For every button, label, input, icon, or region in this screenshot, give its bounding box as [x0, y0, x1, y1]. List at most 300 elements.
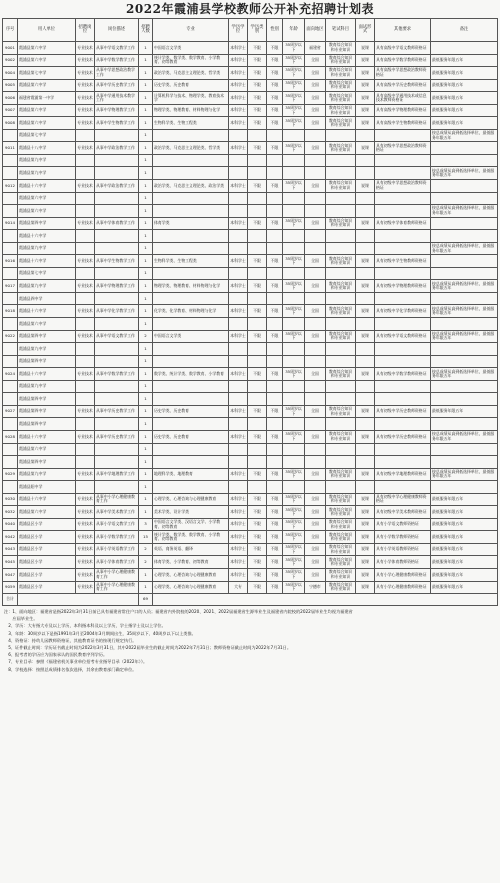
table-cell: 具有初级中学思想政治教师资格证 — [375, 142, 431, 155]
table-cell: 专业技术 — [76, 280, 95, 293]
table-cell — [283, 393, 305, 406]
table-cell: 从事中学历史教学工作 — [95, 405, 139, 418]
table-cell: 不限 — [248, 368, 267, 381]
table-cell — [229, 418, 248, 431]
table-cell: 从事中学化学教学工作 — [95, 305, 139, 318]
table-cell: 最低服务年限五年 — [431, 79, 498, 92]
table-cell: 具有初级中学生物教师资格证 — [375, 255, 431, 268]
table-cell — [375, 355, 431, 368]
table-cell — [248, 242, 267, 255]
table-cell: 从事中学语文教学工作 — [95, 42, 139, 55]
table-cell: 说课 — [356, 104, 375, 117]
table-row — [3, 468, 498, 481]
table-row — [3, 42, 498, 55]
table-cell — [356, 129, 375, 142]
table-row — [3, 481, 498, 494]
table-cell: 说课 — [356, 67, 375, 80]
table-cell: 本科学士 — [229, 67, 248, 80]
table-cell — [326, 343, 356, 356]
table-cell: 本科学士 — [229, 54, 248, 67]
table-cell — [229, 380, 248, 393]
table-cell: 9030 — [3, 493, 18, 506]
table-cell — [283, 129, 305, 142]
table-cell: 说课 — [356, 79, 375, 92]
table-cell: 专业技术 — [76, 217, 95, 230]
table-cell — [431, 343, 498, 356]
table-cell — [356, 292, 375, 305]
table-cell: 按总成绩从高到低选择单位，最低服务年限五年 — [431, 368, 498, 381]
table-cell — [229, 355, 248, 368]
table-cell — [153, 393, 229, 406]
table-cell: 从事中学体育教学工作 — [95, 217, 139, 230]
table-cell — [76, 355, 95, 368]
table-cell: 教育综合知识和专业知识 — [326, 568, 356, 581]
column-header: 面向地区 — [305, 19, 326, 42]
table-cell — [431, 42, 498, 55]
table-cell — [229, 230, 248, 243]
table-cell: 9007 — [3, 104, 18, 117]
table-cell: 全国 — [305, 67, 326, 80]
table-cell: 专业技术 — [76, 305, 95, 318]
table-cell — [153, 167, 229, 180]
table-cell: 9045 — [3, 556, 18, 569]
table-cell — [375, 129, 431, 142]
table-row — [3, 581, 498, 594]
table-cell: 不限 — [248, 506, 267, 519]
table-cell: 不限 — [267, 430, 283, 443]
table-cell — [76, 292, 95, 305]
table-cell: 1 — [139, 506, 153, 519]
note-line: 8、学校选择：按照总成绩排名依次选择，其余由教育部门确定单位。 — [4, 666, 137, 672]
table-cell: 福建省 — [305, 42, 326, 55]
table-cell: 霞浦县第九中学 — [18, 154, 76, 167]
table-cell: 全国 — [305, 405, 326, 418]
table-cell: 物理学类、物理教育、材料物理与化学 — [153, 104, 229, 117]
table-cell: 9022 — [3, 330, 18, 343]
table-cell — [95, 230, 139, 243]
column-header: 面试形式 — [356, 19, 375, 42]
table-cell — [283, 267, 305, 280]
table-cell — [283, 343, 305, 356]
table-cell: 全国 — [305, 506, 326, 519]
table-cell: 不限 — [248, 67, 267, 80]
table-row — [3, 205, 498, 218]
table-cell — [3, 230, 18, 243]
table-cell: 不限 — [267, 405, 283, 418]
table-cell: 按总成绩从高到低选择单位，最低服务年限五年 — [431, 129, 498, 142]
table-cell: 霞浦县第九中学 — [18, 242, 76, 255]
table-cell: 本科学士 — [229, 104, 248, 117]
table-cell — [431, 481, 498, 494]
table-cell — [153, 205, 229, 218]
table-cell — [431, 142, 498, 155]
table-cell: 最低服务年限五年 — [431, 531, 498, 544]
table-cell: 15 — [139, 531, 153, 544]
table-cell: 教育综合知识和专业知识 — [326, 217, 356, 230]
table-cell: 从事中学物理教学工作 — [95, 104, 139, 117]
table-cell — [375, 481, 431, 494]
table-cell: 1 — [139, 217, 153, 230]
table-cell: 不限 — [267, 468, 283, 481]
table-cell: 最低服务年限五年 — [431, 104, 498, 117]
column-header: 用人单位 — [18, 19, 76, 42]
table-cell — [95, 129, 139, 142]
table-cell — [267, 205, 283, 218]
table-cell — [283, 192, 305, 205]
table-cell: 具有高级中学通用技术或信息技术教师资格证 — [375, 92, 431, 105]
table-cell: 全国 — [305, 104, 326, 117]
table-cell: 从事中学历史教学工作 — [95, 430, 139, 443]
table-cell — [431, 217, 498, 230]
table-cell: 教育综合知识和专业知识 — [326, 42, 356, 55]
table-cell — [229, 129, 248, 142]
table-cell — [326, 443, 356, 456]
table-cell: 霞浦县第六中学 — [18, 42, 76, 55]
table-cell: 本科学士 — [229, 330, 248, 343]
table-cell — [76, 192, 95, 205]
table-cell — [267, 355, 283, 368]
table-cell — [95, 443, 139, 456]
table-cell: 从事中学历史教学工作 — [95, 79, 139, 92]
table-cell: 体育学类、小学教育、初等教育 — [153, 556, 229, 569]
table-cell — [375, 205, 431, 218]
table-cell — [229, 343, 248, 356]
table-cell: 按总成绩从高到低选择单位，最低服务年限五年 — [431, 167, 498, 180]
table-cell: 从事中学通用技术教学工作 — [95, 92, 139, 105]
table-cell: 政治学类、马克思主义理论类、政治学类 — [153, 180, 229, 193]
table-cell — [356, 443, 375, 456]
table-cell: 1 — [139, 581, 153, 594]
table-cell — [375, 418, 431, 431]
note-line: 注：1、面向地区：福建省是指2022年3月31日前已具有福建省常住户口的人员；福建省内外院校的2020、2021、2022届福建省生源毕业生及福建省内院校的2022届毕业生均视为福建省 — [4, 609, 353, 615]
table-cell — [326, 154, 356, 167]
table-cell — [153, 456, 229, 469]
table-cell: 从事中小学心理健康教育工作 — [95, 581, 139, 594]
table-cell — [3, 267, 18, 280]
table-row — [3, 142, 498, 155]
note-line: 5、证件截止时间：学历证书截止时间为2022年3月31日，其中2022届毕业生的截止时间为2022年7月31日；教师资格证截止时间为2022年7月31日。 — [4, 645, 292, 651]
table-row — [3, 456, 498, 469]
table-cell: 1 — [139, 568, 153, 581]
table-cell — [76, 380, 95, 393]
table-cell: 不限 — [248, 180, 267, 193]
table-cell: 物理学类、物理教育、材料物理与化学 — [153, 280, 229, 293]
table-cell — [283, 418, 305, 431]
table-row — [3, 506, 498, 519]
table-cell: 说课 — [356, 506, 375, 519]
table-row — [3, 242, 498, 255]
table-row — [3, 543, 498, 556]
table-cell — [229, 242, 248, 255]
table-cell — [248, 267, 267, 280]
table-cell — [356, 481, 375, 494]
table-cell: 本科学士 — [229, 117, 248, 130]
table-cell — [375, 380, 431, 393]
table-cell — [375, 267, 431, 280]
column-header: 招聘人数 — [139, 19, 153, 42]
table-cell: 不限 — [267, 543, 283, 556]
table-cell: 按总成绩从高到低选择单位，最低服务年限五年 — [431, 242, 498, 255]
table-cell — [305, 129, 326, 142]
table-cell: 霞浦县第四中学 — [18, 355, 76, 368]
table-cell: 从事中学美术教学工作 — [95, 506, 139, 519]
table-cell: 专业技术 — [76, 117, 95, 130]
table-cell — [267, 242, 283, 255]
table-cell: 最低服务年限五年 — [431, 568, 498, 581]
table-cell: 具有初级中学心理健康教师资格证 — [375, 493, 431, 506]
column-header: 序号 — [3, 19, 18, 42]
table-cell: 具有高级中学生物教师资格证 — [375, 117, 431, 130]
table-cell: 统计学类、数学类、数学教育、小学教育、初等教育 — [153, 531, 229, 544]
table-cell: 不限 — [248, 217, 267, 230]
table-cell: 教育综合知识和专业知识 — [326, 54, 356, 67]
table-cell: 具有小学体育教师资格证 — [375, 556, 431, 569]
table-cell — [153, 355, 229, 368]
column-header: 其他要求 — [375, 19, 431, 42]
column-header: 性别 — [267, 19, 283, 42]
recruitment-table — [2, 18, 498, 606]
table-cell: 不限 — [267, 79, 283, 92]
table-cell: 本科学士 — [229, 305, 248, 318]
table-cell — [305, 380, 326, 393]
table-cell — [356, 230, 375, 243]
table-cell: 9024 — [3, 368, 18, 381]
table-cell — [153, 418, 229, 431]
table-cell: 霞浦县第九中学 — [18, 380, 76, 393]
table-cell: 最低服务年限五年 — [431, 54, 498, 67]
table-row — [3, 180, 498, 193]
table-cell — [375, 154, 431, 167]
table-cell: 数学类、统计学类、数学教育、小学教育 — [153, 368, 229, 381]
table-cell: 霞浦县第六中学 — [18, 117, 76, 130]
table-cell: 不限 — [267, 506, 283, 519]
table-cell — [3, 154, 18, 167]
table-row — [3, 380, 498, 393]
table-row — [3, 292, 498, 305]
table-cell: 专业技术 — [76, 568, 95, 581]
table-cell: 不限 — [248, 493, 267, 506]
table-cell — [305, 481, 326, 494]
table-cell: 35周岁以下 — [283, 117, 305, 130]
table-cell: 1 — [139, 129, 153, 142]
table-cell: 历史学类、历史教育 — [153, 430, 229, 443]
table-cell: 从事中学生物教学工作 — [95, 255, 139, 268]
table-cell — [95, 205, 139, 218]
table-cell: 霞浦县十六中学 — [18, 368, 76, 381]
table-cell: 1 — [139, 79, 153, 92]
table-cell: 中国语言文学类 — [153, 330, 229, 343]
table-cell: 说课 — [356, 305, 375, 318]
table-cell — [283, 230, 305, 243]
table-cell: 1 — [139, 493, 153, 506]
table-cell — [326, 481, 356, 494]
table-cell: 专业技术 — [76, 54, 95, 67]
table-cell: 9017 — [3, 280, 18, 293]
table-cell: 全国 — [305, 531, 326, 544]
table-cell: 具有初级中学语文教师资格证 — [375, 330, 431, 343]
table-cell — [326, 129, 356, 142]
table-cell — [3, 393, 18, 406]
table-row — [3, 280, 498, 293]
table-cell — [356, 167, 375, 180]
table-cell — [326, 267, 356, 280]
table-cell — [283, 205, 305, 218]
table-cell — [267, 129, 283, 142]
table-cell: 说课 — [356, 430, 375, 443]
table-cell: 9002 — [3, 54, 18, 67]
table-cell: 全国 — [305, 430, 326, 443]
table-cell: 不限 — [267, 54, 283, 67]
table-cell — [153, 192, 229, 205]
table-cell: 本科学士 — [229, 280, 248, 293]
table-cell: 不限 — [248, 568, 267, 581]
table-cell: 全国 — [305, 330, 326, 343]
table-cell: 9043 — [3, 543, 18, 556]
table-cell — [267, 343, 283, 356]
table-row — [3, 430, 498, 443]
table-cell — [283, 355, 305, 368]
table-cell — [76, 318, 95, 331]
table-cell: 霞浦县第六中学 — [18, 318, 76, 331]
note-line: 4、资格证：持幼儿园教师资格证，其他教育证书的按现行规定执行。 — [4, 637, 137, 643]
table-cell — [3, 192, 18, 205]
table-cell: 按总成绩从高到低选择单位，最低服务年限五年 — [431, 305, 498, 318]
table-cell: 9012 — [3, 180, 18, 193]
table-cell — [76, 205, 95, 218]
table-cell — [95, 192, 139, 205]
table-cell: 本科学士 — [229, 180, 248, 193]
table-cell: 霞浦县第四中学 — [18, 418, 76, 431]
column-header: 笔试科目 — [326, 19, 356, 42]
table-cell: 具有高级中学思想政治教师资格证 — [375, 67, 431, 80]
table-cell — [248, 205, 267, 218]
table-cell: 从事中学政治教学工作 — [95, 142, 139, 155]
table-row — [3, 217, 498, 230]
table-cell: 大专 — [229, 581, 248, 594]
table-cell: 宁德市 — [305, 581, 326, 594]
table-cell — [76, 129, 95, 142]
page-title: 2022年霞浦县学校教师公开补充招聘计划表 — [126, 2, 374, 16]
table-cell: 本科学士 — [229, 568, 248, 581]
table-cell: 专业技术 — [76, 92, 95, 105]
table-cell: 最低服务年限五年 — [431, 67, 498, 80]
table-cell: 说课 — [356, 92, 375, 105]
table-cell: 不限 — [248, 543, 267, 556]
table-cell: 不限 — [267, 556, 283, 569]
table-cell: 最低服务年限五年 — [431, 405, 498, 418]
table-cell: 教育综合知识和专业知识 — [326, 405, 356, 418]
table-cell — [431, 418, 498, 431]
table-cell: 说课 — [356, 493, 375, 506]
notes — [4, 608, 496, 673]
table-cell: 全国 — [305, 117, 326, 130]
table-cell: 全国 — [305, 142, 326, 155]
table-cell: 霞浦县十六中学 — [18, 305, 76, 318]
table-cell: 全国 — [305, 518, 326, 531]
table-cell — [431, 230, 498, 243]
table-cell: 按总成绩从高到低选择单位，最低服务年限五年 — [431, 330, 498, 343]
column-header: 年龄 — [283, 19, 305, 42]
table-cell: 全国 — [305, 568, 326, 581]
column-header: 备注 — [431, 19, 498, 42]
table-cell: 1 — [139, 368, 153, 381]
table-cell — [356, 418, 375, 431]
table-row — [3, 305, 498, 318]
table-cell — [326, 355, 356, 368]
note-line: 2、学历：大专指大专及以上学历，本科指本科及以上学历，学士指学士及以上学位。 — [4, 623, 166, 629]
table-cell: 说课 — [356, 42, 375, 55]
table-cell — [95, 380, 139, 393]
table-cell — [229, 443, 248, 456]
table-cell: 不限 — [248, 531, 267, 544]
table-cell: 具有初级中学历史教师资格证 — [375, 430, 431, 443]
table-cell — [356, 192, 375, 205]
table-cell: 35周岁以下 — [283, 430, 305, 443]
table-cell: 从事小学英语教学工作 — [95, 543, 139, 556]
table-cell: 1 — [139, 430, 153, 443]
table-cell: 教育综合知识和专业知识 — [326, 468, 356, 481]
table-cell: 中国语言文学类、汉语言文学、小学教育、初等教育 — [153, 518, 229, 531]
table-cell: 1 — [139, 205, 153, 218]
table-cell: 9027 — [3, 405, 18, 418]
table-cell: 本科学士 — [229, 79, 248, 92]
table-cell — [3, 443, 18, 456]
table-cell — [3, 418, 18, 431]
table-row — [3, 443, 498, 456]
table-cell: 教育综合知识和专业知识 — [326, 79, 356, 92]
table-cell: 从事小学语文教学工作 — [95, 518, 139, 531]
table-cell: 不限 — [248, 330, 267, 343]
table-cell: 专业技术 — [76, 543, 95, 556]
table-row — [3, 493, 498, 506]
table-cell: 说课 — [356, 180, 375, 193]
table-cell — [248, 481, 267, 494]
table-cell — [326, 318, 356, 331]
table-cell: 霞浦县区小学 — [18, 543, 76, 556]
table-cell — [76, 456, 95, 469]
table-cell: 35周岁以下 — [283, 556, 305, 569]
table-cell: 1 — [139, 405, 153, 418]
table-cell: 从事中学物理教学工作 — [95, 280, 139, 293]
table-row — [3, 192, 498, 205]
table-cell — [95, 167, 139, 180]
empty-cell — [153, 594, 498, 606]
table-cell — [267, 267, 283, 280]
table-cell: 本科学士 — [229, 405, 248, 418]
table-cell — [283, 456, 305, 469]
table-cell — [248, 355, 267, 368]
table-cell: 不限 — [267, 305, 283, 318]
table-cell: 本科学士 — [229, 556, 248, 569]
table-cell — [3, 481, 18, 494]
table-cell: 计算机科学与技术、物理学类、教育技术学 — [153, 92, 229, 105]
empty-cell — [18, 594, 139, 606]
table-cell — [95, 355, 139, 368]
table-cell: 教育综合知识和专业知识 — [326, 556, 356, 569]
table-cell: 具有小学语文教师资格证 — [375, 518, 431, 531]
table-cell — [248, 443, 267, 456]
table-cell — [153, 129, 229, 142]
table-cell: 35周岁以下 — [283, 405, 305, 418]
table-cell — [305, 230, 326, 243]
table-cell: 说课 — [356, 117, 375, 130]
table-cell: 不限 — [267, 255, 283, 268]
table-cell: 具有小学心理健康教师资格证 — [375, 568, 431, 581]
table-cell: 说课 — [356, 368, 375, 381]
table-cell — [431, 380, 498, 393]
table-cell: 9016 — [3, 255, 18, 268]
note-line: 6、报考者的学历应为国家承认的国民教育序列学历。 — [4, 652, 108, 658]
